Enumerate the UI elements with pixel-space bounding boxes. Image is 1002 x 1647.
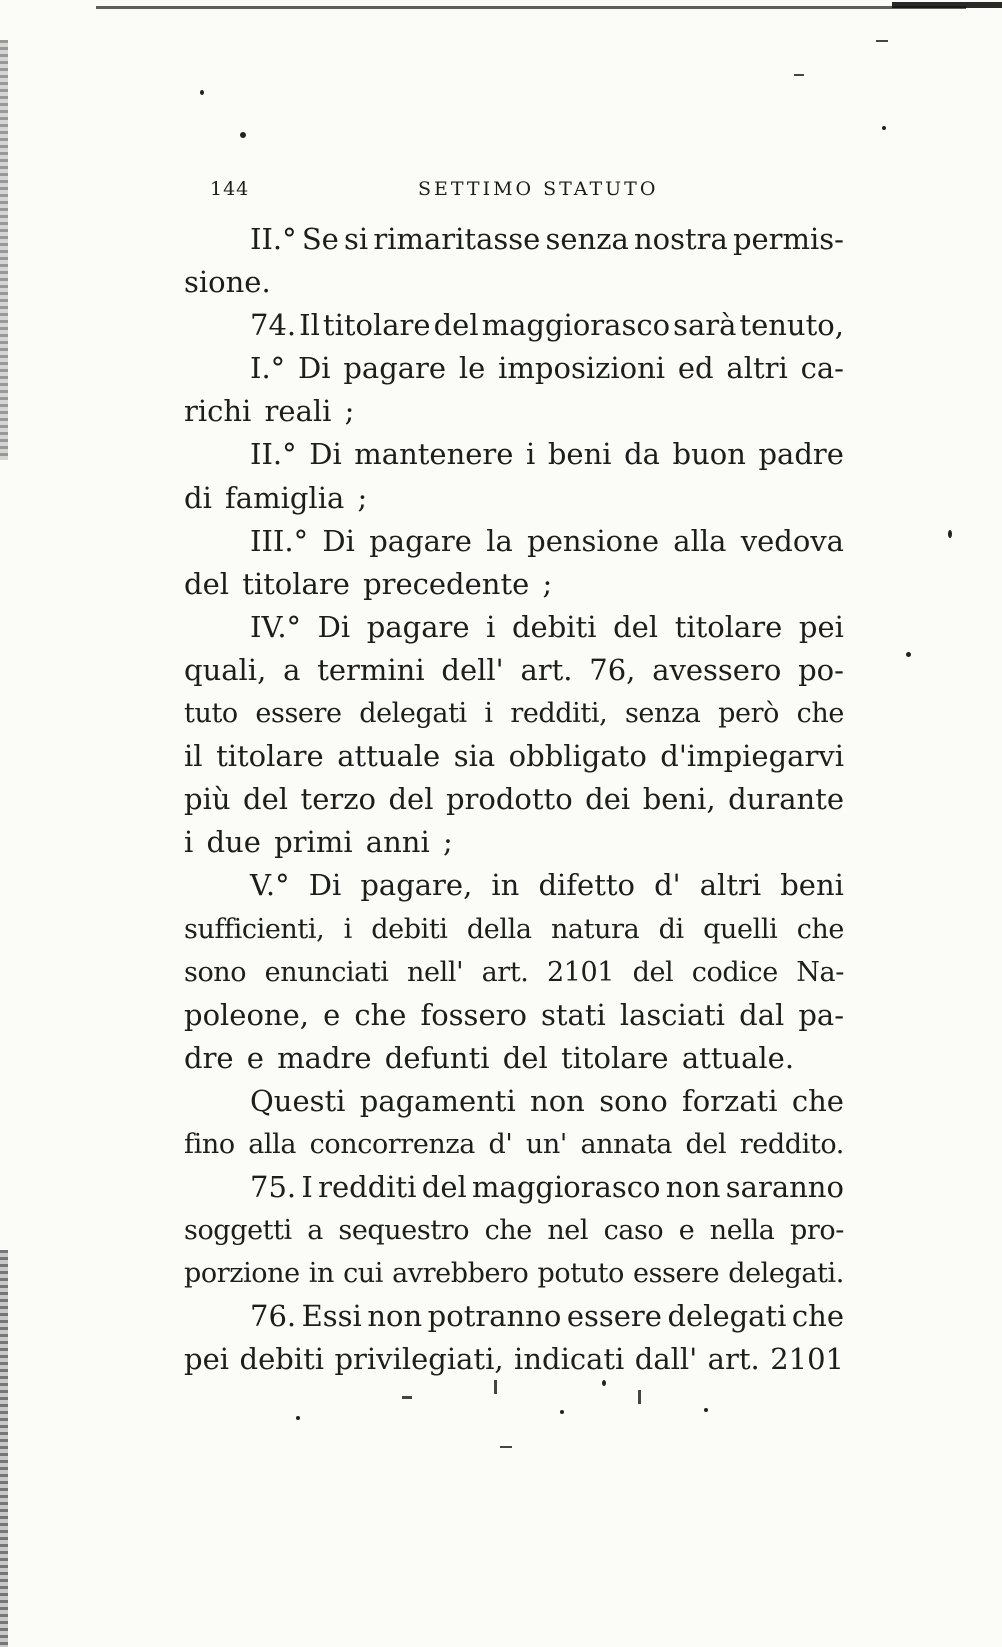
word: alla — [248, 1128, 297, 1160]
word: indicati — [514, 1342, 625, 1377]
word: del — [613, 609, 659, 644]
word: più — [184, 782, 231, 817]
word: di — [658, 913, 684, 945]
word: Essi — [301, 1299, 362, 1334]
text-line — [184, 304, 844, 347]
word: obbligato — [508, 739, 647, 774]
word: si — [344, 222, 369, 256]
word: Di — [317, 609, 351, 644]
text-line — [184, 606, 844, 649]
word: 2101 — [546, 956, 615, 988]
word: dei — [585, 782, 631, 817]
word: soggetti — [184, 1215, 292, 1247]
word: nella — [709, 1215, 775, 1247]
word: che — [796, 913, 844, 945]
scan-left-edge-upper — [0, 40, 8, 460]
word: I.° — [250, 351, 286, 386]
text-line — [184, 692, 844, 735]
text-line — [184, 1080, 844, 1123]
text-line — [184, 864, 844, 907]
text-line — [184, 1338, 844, 1381]
word: che — [796, 698, 844, 730]
word: sequestro — [338, 1215, 470, 1247]
word: del — [388, 782, 434, 817]
word: caso — [603, 1215, 664, 1247]
word: pensione — [527, 523, 659, 558]
word: redditi, — [510, 698, 608, 730]
word: i — [526, 437, 536, 472]
word: reddito. — [739, 1128, 844, 1160]
word: termini — [317, 652, 425, 687]
word: debiti — [239, 1342, 324, 1377]
word: però — [718, 698, 779, 730]
word: i — [484, 698, 493, 730]
text-line — [184, 778, 844, 821]
word: Na- — [796, 956, 844, 988]
word: saranno — [725, 1170, 844, 1205]
text-line — [184, 520, 844, 563]
word: terzo — [300, 782, 376, 817]
word: 75. — [250, 1170, 297, 1205]
word: Se — [301, 222, 339, 256]
word: permis- — [732, 222, 844, 256]
word: 76. — [250, 1299, 297, 1334]
running-head-title: SETTIMO STATUTO — [418, 178, 659, 200]
word: sia — [453, 739, 496, 774]
word: tenuto, — [739, 308, 844, 343]
word: II.° — [250, 222, 297, 256]
word: difetto — [538, 868, 635, 903]
word: pagare — [366, 609, 470, 644]
word: tuto — [184, 698, 238, 730]
word: dell' — [441, 652, 504, 687]
word: Di — [298, 351, 331, 386]
word: dall' — [634, 1342, 698, 1377]
word: quelli — [703, 913, 778, 945]
word: 76, — [589, 652, 636, 687]
page-number: 144 — [210, 178, 250, 200]
word: titolare — [674, 609, 783, 644]
word: nell' — [407, 956, 464, 988]
word: dal — [739, 997, 785, 1032]
word: maggiorasco — [481, 308, 671, 343]
word: delegati — [667, 1299, 787, 1334]
word: debiti — [371, 913, 448, 945]
word: alla — [673, 523, 727, 558]
word: in — [491, 868, 520, 903]
word: non — [665, 1170, 721, 1205]
word: delegati. — [728, 1258, 844, 1290]
word: del — [243, 782, 289, 817]
scan-dash — [876, 40, 888, 42]
word: titolare — [322, 308, 431, 343]
word: le — [458, 351, 486, 386]
scan-dash — [500, 1446, 512, 1448]
word: I — [301, 1170, 313, 1205]
word: del — [632, 956, 674, 988]
word: attuale — [337, 739, 441, 774]
word: III.° — [250, 523, 309, 558]
word: pa- — [798, 997, 844, 1032]
word: sufficienti, — [184, 913, 325, 945]
word: da — [624, 437, 660, 472]
text-line — [184, 908, 844, 951]
scan-speck — [882, 126, 886, 130]
word: quali, — [184, 652, 267, 687]
word: Di — [309, 437, 342, 472]
word: e — [323, 997, 341, 1032]
scan-dash — [402, 1396, 412, 1399]
word: potranno — [427, 1299, 562, 1334]
text-line — [184, 433, 844, 476]
word: sono — [184, 956, 247, 988]
word: nostra — [633, 222, 728, 256]
text-line — [184, 1209, 844, 1252]
word: pagamenti — [359, 1083, 516, 1118]
scan-dash — [794, 74, 804, 76]
word: porzione — [184, 1258, 300, 1290]
word: non — [530, 1083, 585, 1118]
word: nel — [547, 1215, 589, 1247]
word: beni, — [642, 782, 716, 817]
scan-speck — [948, 530, 952, 538]
word: pagare — [369, 523, 472, 558]
scan-dash — [494, 1380, 497, 1394]
word: i — [486, 609, 496, 644]
word: che — [791, 1299, 844, 1334]
word: a — [307, 1215, 323, 1247]
word: lasciati — [619, 997, 726, 1032]
word: beni — [547, 437, 612, 472]
word: sarà — [673, 308, 737, 343]
word: che — [354, 997, 407, 1032]
word: annata — [580, 1128, 672, 1160]
word: debiti — [511, 609, 597, 644]
word: delegati — [359, 698, 467, 730]
word: altri — [726, 351, 788, 386]
word: senza — [545, 222, 629, 256]
word: cui — [343, 1258, 384, 1290]
word: la — [486, 523, 513, 558]
text-line — [184, 1166, 844, 1209]
word: art. — [481, 956, 529, 988]
word: V.° — [250, 868, 290, 903]
text-line: richi reali ; — [184, 394, 355, 429]
word: 74. — [250, 308, 297, 343]
word: beni — [780, 868, 844, 903]
scan-speck — [560, 1410, 564, 1414]
scan-dash — [638, 1390, 641, 1404]
word: un' — [525, 1128, 567, 1160]
word: altri — [699, 868, 762, 903]
word: Di — [322, 523, 355, 558]
word: fossero — [420, 997, 527, 1032]
scan-speck — [704, 1408, 708, 1412]
word: i — [343, 913, 352, 945]
scan-speck — [906, 652, 911, 657]
text-line: dre e madre defunti del titolare attuale. — [184, 1040, 795, 1075]
word: in — [308, 1258, 335, 1290]
word: pro- — [789, 1215, 844, 1247]
body-text — [184, 218, 844, 1382]
word: della — [466, 913, 532, 945]
word: che — [484, 1215, 532, 1247]
word: art. — [520, 652, 573, 687]
word: ca- — [800, 351, 844, 386]
word: Il — [299, 308, 320, 343]
scan-speck — [296, 1416, 300, 1420]
word: po- — [798, 652, 844, 687]
text-line: sione. — [184, 265, 271, 300]
word: essere — [633, 1258, 720, 1290]
word: d' — [654, 868, 681, 903]
text-line: di famiglia ; — [184, 480, 368, 515]
text-line: del titolare precedente ; — [184, 566, 553, 601]
word: del — [421, 1170, 467, 1205]
word: rimaritasse — [373, 222, 541, 256]
word: senza — [624, 698, 701, 730]
scan-speck — [240, 132, 246, 138]
text-line — [184, 1252, 844, 1295]
word: durante — [728, 782, 844, 817]
text-line — [184, 951, 844, 994]
word: imposizioni — [498, 351, 666, 386]
text-line — [184, 1123, 844, 1166]
scan-left-edge-lower — [0, 1250, 8, 1647]
word: avessero — [652, 652, 782, 687]
word: del — [685, 1128, 727, 1160]
word: II.° — [250, 437, 297, 472]
word: privilegiati, — [334, 1342, 504, 1377]
text-line — [184, 649, 844, 692]
word: forzati — [681, 1083, 778, 1118]
word: che — [791, 1083, 844, 1118]
word: pagare — [343, 351, 447, 386]
text-line: i due primi anni ; — [184, 825, 453, 860]
text-line — [184, 735, 844, 778]
word: il — [184, 739, 203, 774]
word: padre — [758, 437, 844, 472]
word: essere — [255, 698, 342, 730]
word: Di — [308, 868, 342, 903]
word: prodotto — [445, 782, 573, 817]
word: 2101 — [770, 1342, 844, 1377]
word: pagare, — [360, 868, 473, 903]
word: maggiorasco — [472, 1170, 661, 1205]
word: essere — [566, 1299, 662, 1334]
word: art. — [707, 1342, 760, 1377]
word: d' — [488, 1128, 513, 1160]
text-line — [184, 218, 844, 261]
word: Questi — [250, 1083, 346, 1118]
word: a — [283, 652, 301, 687]
word: avrebbero — [392, 1258, 529, 1290]
word: potuto — [537, 1258, 624, 1290]
running-head — [210, 178, 850, 208]
text-line — [184, 994, 844, 1037]
word: stati — [541, 997, 606, 1032]
word: pei — [798, 609, 844, 644]
word: ed — [677, 351, 714, 386]
word: natura — [550, 913, 640, 945]
word: redditi — [318, 1170, 417, 1205]
text-line — [184, 347, 844, 390]
word: del — [433, 308, 479, 343]
word: poleone, — [184, 997, 309, 1032]
word: buon — [672, 437, 746, 472]
word: sono — [599, 1083, 668, 1118]
word: mantenere — [354, 437, 514, 472]
text-line — [184, 1295, 844, 1338]
word: concorrenza — [309, 1128, 475, 1160]
scan-top-rule-dark — [892, 2, 1002, 8]
word: IV.° — [250, 609, 302, 644]
word: titolare — [216, 739, 324, 774]
scan-top-rule — [96, 6, 966, 9]
word: enunciati — [264, 956, 389, 988]
word: codice — [691, 956, 778, 988]
word: fino — [184, 1128, 235, 1160]
word: pei — [184, 1342, 230, 1377]
word: d'impiegarvi — [660, 739, 844, 774]
word: non — [367, 1299, 423, 1334]
word: e — [678, 1215, 695, 1247]
scan-speck — [200, 90, 204, 95]
word: vedova — [740, 523, 844, 558]
